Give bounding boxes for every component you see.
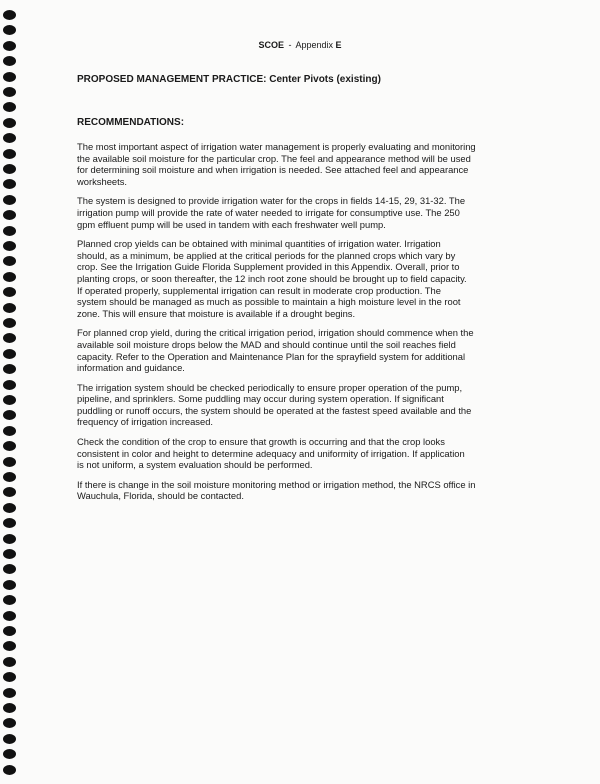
binding-hole [3,287,16,297]
binding-hole [3,626,16,636]
binding-hole [3,133,16,143]
binding-hole [3,549,16,559]
binding-hole [3,364,16,374]
binding-hole [3,426,16,436]
text-line: puddling or runoff occurs, the system should be operated at the fastest speed available and the [77,404,472,416]
page-header [0,40,600,50]
binding-hole [3,564,16,574]
binding-hole [3,395,16,405]
binding-hole [3,580,16,590]
text-line: is not uniform, a system evaluation should be performed. [77,459,313,471]
text-line: The most important aspect of irrigation water management is properly evaluating and monitoring [77,141,476,152]
text-line: consistent in color and height to determine adequacy and uniformity of irrigation. If application [77,447,465,459]
document-code: SCOE [258,40,284,50]
binding-hole [3,765,16,775]
binding-hole [3,518,16,528]
binding-hole [3,349,16,359]
binding-hole [3,226,16,236]
text-line: For planned crop yield, during the critical irrigation period, irrigation should commence when the [77,327,474,339]
text-line: worksheets. [77,175,128,187]
text-line: If there is change in the soil moisture monitoring method or irrigation method, the NRCS office in [77,478,476,490]
binding-hole [3,303,16,313]
paragraph-critical-period [77,327,537,373]
binding-hole [3,333,16,343]
binding-hole [3,688,16,698]
text-line: If operated properly, supplemental irrigation can result in moderate crop production. The [77,284,441,296]
binding-hole [3,102,16,112]
binding-hole [3,195,16,205]
appendix-letter: E [335,40,342,50]
text-line: for determining soil moisture and when irrigation is needed. See attached feel and appearance [77,164,469,176]
binding-hole [3,272,16,282]
binding-hole [3,457,16,467]
binding-hole [3,318,16,328]
text-line: system should be managed as much as possible to maintain a high moisture level in the root [77,296,461,308]
recommendations-heading: RECOMMENDATIONS: [77,117,185,128]
binding-hole [3,87,16,97]
practice-title [77,74,381,85]
text-line: Planned crop yields can be obtained with minimal quantities of irrigation water. Irrigation [77,238,441,250]
text-line: The system is designed to provide irrigation water for the crops in fields 14-15, 29, 31-32. The [77,195,466,207]
paragraph-monitoring [77,141,537,187]
paragraph-system-design [77,195,537,230]
binding-hole [3,441,16,451]
paragraph-crop-yields [77,238,537,319]
text-line: information and guidance. [77,362,185,374]
text-line: The irrigation system should be checked periodically to ensure proper operation of the pump, [77,381,463,393]
binding-hole [3,641,16,651]
binding-hole [3,10,16,20]
binding-hole [3,241,16,251]
binding-hole [3,179,16,189]
binding-hole [3,672,16,682]
binding-hole [3,210,16,220]
text-line: Check the condition of the crop to ensure that growth is occurring and that the crop looks [77,436,445,448]
text-line: pipeline, and sprinklers. Some puddling may occur during system operation. If significant [77,393,444,405]
binding-hole [3,595,16,605]
text-line: available soil moisture drops below the MAD and should continue until the soil reaches field [77,338,456,350]
binding-hole [3,734,16,744]
practice-title-subject: Center Pivots (existing) [269,74,381,85]
text-line: capacity. Refer to the Operation and Maintenance Plan for the sprayfield system for additional [77,350,466,362]
text-line: should, as a minimum, be applied at the critical periods for the planned crops which vary by [77,249,456,261]
binding-hole [3,56,16,66]
header-separator: - [288,40,292,50]
text-line: the available soil moisture for the particular crop. The feel and appearance method will be used [77,152,471,164]
paragraph-system-checks [77,382,537,428]
binding-hole [3,149,16,159]
recommendations-body [77,141,537,510]
binding-hole [3,256,16,266]
binding-hole [3,472,16,482]
binding-hole [3,718,16,728]
text-line: frequency of irrigation increased. [77,416,214,428]
binding-hole [3,534,16,544]
binding-hole [3,25,16,35]
text-line: crop. See the Irrigation Guide Florida Supplement provided in this Appendix. Overall, prior to [77,261,460,273]
text-line: gpm effluent pump will be used in tandem with each freshwater well pump. [77,218,386,230]
text-line: irrigation pump will provide the rate of water needed to irrigate for consumptive use. The 250 [77,206,460,218]
binding-hole [3,72,16,82]
text-line: planting crops, or soon thereafter, the 12 inch root zone should be brought up to field capacity. [77,272,467,284]
binding-hole [3,749,16,759]
binding-hole [3,657,16,667]
text-line: Wauchula, Florida, should be contacted. [77,490,244,502]
text-line: zone. This will ensure that moisture is available if a drought begins. [77,307,356,319]
paragraph-crop-condition [77,436,537,471]
paragraph-contact [77,479,537,502]
appendix-label: Appendix [295,40,334,50]
binding-hole [3,611,16,621]
binding-hole [3,380,16,390]
binding-hole [3,410,16,420]
binding-hole [3,164,16,174]
binding-hole [3,118,16,128]
spiral-binding [0,0,22,784]
binding-hole [3,503,16,513]
binding-hole [3,487,16,497]
binding-hole [3,703,16,713]
practice-title-prefix: PROPOSED MANAGEMENT PRACTICE: [77,74,267,85]
